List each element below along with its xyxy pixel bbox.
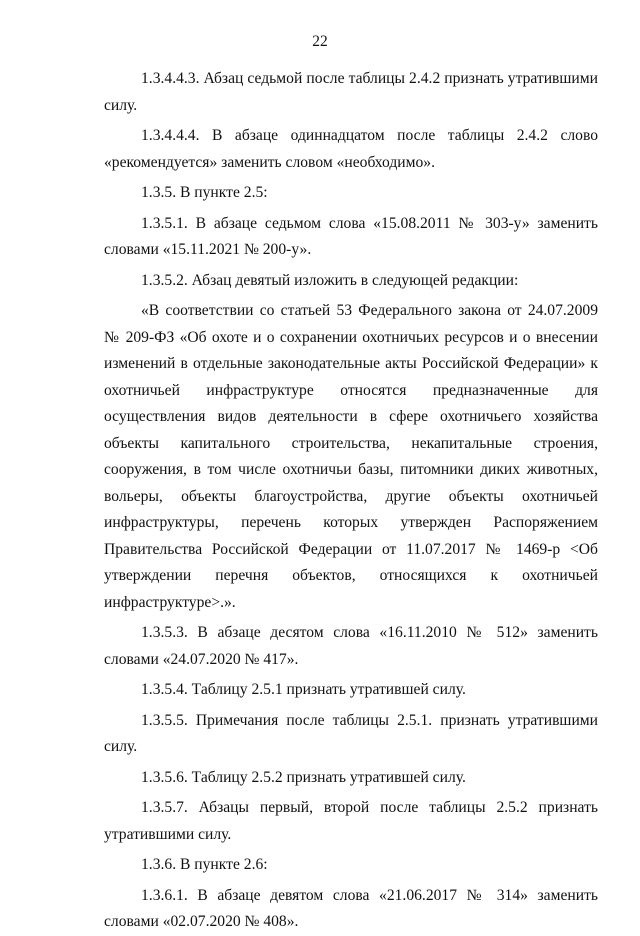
paragraph-1-3-5-2: 1.3.5.2. Абзац девятый изложить в следующей редакции: [141, 271, 519, 289]
paragraph-1-3-5-4: 1.3.5.4. Таблицу 2.5.1 признать утратившей силу. [141, 681, 466, 698]
paragraph-1-3-5: 1.3.5. В пункте 2.5: [141, 184, 268, 201]
paragraph-1-3-5-6: 1.3.5.6. Таблицу 2.5.2 признать утратившей силу. [141, 768, 466, 786]
paragraph-1-3-5-1: 1.3.5.1. В абзаце седьмом слова «15.08.2011 № 303-у» заменить словами «15.11.2021 № 200-у». [104, 214, 598, 258]
quoted-new-paragraph: «В соответствии со статьей 53 Федерального закона от 24.07.2009 № 209-ФЗ «Об охоте и о сохранении охотничьих ресурсов и о внесении изменений в отдельные законодательные акты Российской Федерации» к охотничьей инфраструктуре относятся предназначенные для осуществления видов деятельности в сфере охотничьего хозяйства объекты капитального строительства, некапитальные строения, сооружения, в том числе охотничьи базы, питомники диких животных, вольеры, объекты благоустройства, другие объекты охотничьей инфраструктуры, перечень которых утвержден Распоряжением Правительства Российской Федерации от 11.07.2017 № 1469-р <Об утверждении перечня объектов, относящихся к охотничьей инфраструктуре>.». [104, 302, 598, 611]
paragraph-1-3-4-4-3: 1.3.4.4.3. Абзац седьмой после таблицы 2.4.2 признать утратившими силу. [104, 70, 598, 114]
paragraph-1-3-5-5: 1.3.5.5. Примечания после таблицы 2.5.1. признать утратившими силу. [104, 711, 598, 755]
paragraph-1-3-5-3: 1.3.5.3. В абзаце десятом слова «16.11.2010 № 512» заменить словами «24.07.2020 № 417». [104, 624, 598, 668]
paragraph-1-3-6-1: 1.3.6.1. В абзаце девятом слова «21.06.2017 № 314» заменить словами «02.07.2020 № 408». [104, 886, 598, 930]
page-number: 22 [312, 33, 328, 50]
paragraph-1-3-4-4-4: 1.3.4.4.4. В абзаце одиннадцатом после таблицы 2.4.2 слово «рекомендуется» заменить словом «необходимо». [104, 127, 598, 171]
document-body [104, 66, 598, 936]
paragraph-1-3-5-7: 1.3.5.7. Абзацы первый, второй после таблицы 2.5.2 признать утратившими силу. [104, 799, 598, 843]
paragraph-1-3-6: 1.3.6. В пункте 2.6: [141, 856, 268, 873]
